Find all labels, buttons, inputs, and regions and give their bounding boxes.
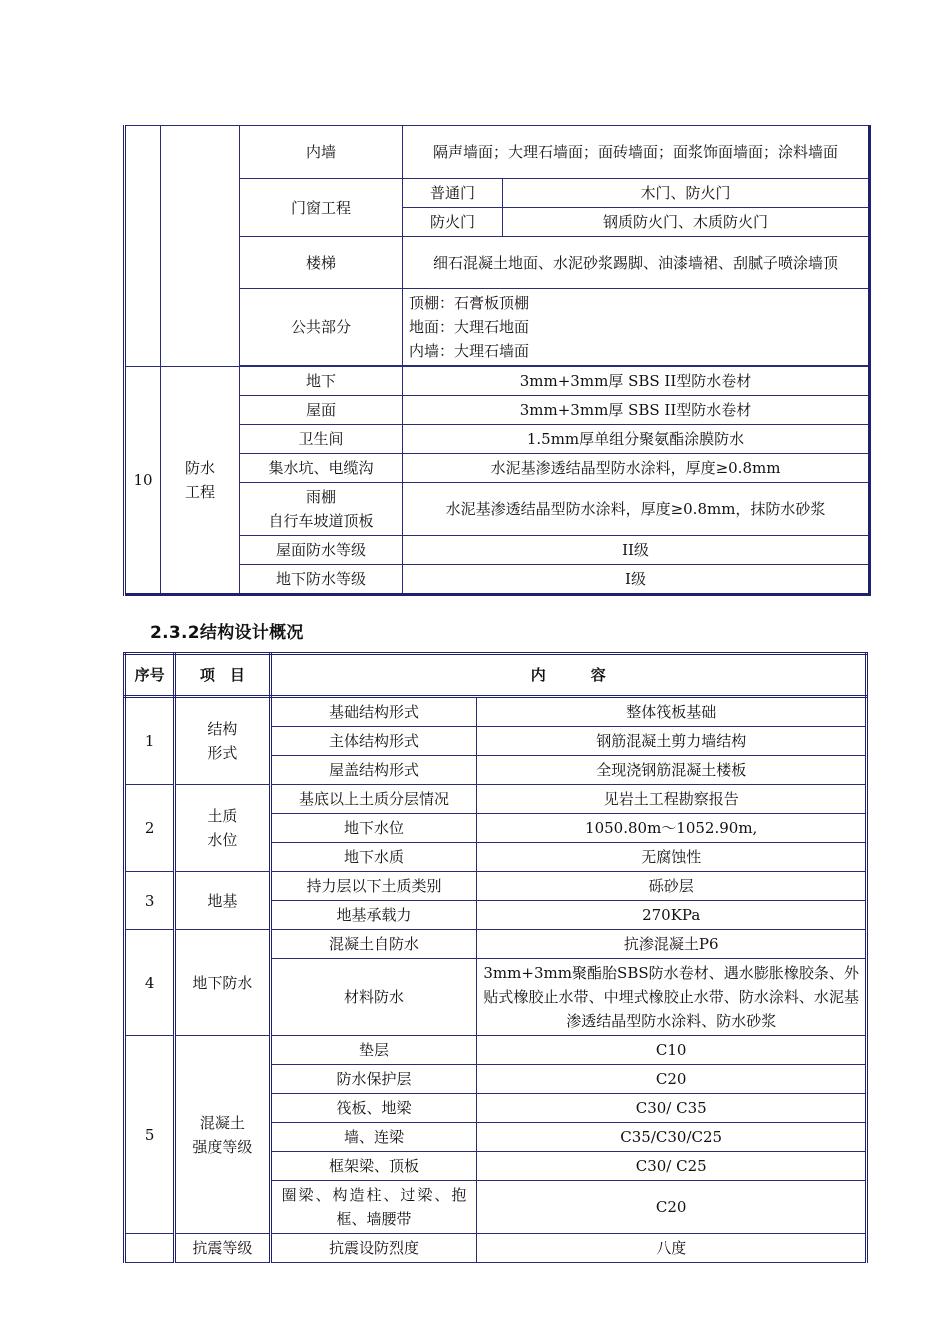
content-cell: 钢质防火门、木质防火门 [503, 208, 870, 237]
content-cell: C20 [477, 1065, 867, 1094]
item-cell: 地下水质 [270, 843, 477, 872]
content-cell: 3mm+3mm厚 SBS II型防水卷材 [403, 367, 870, 396]
item-cell: 屋盖结构形式 [270, 756, 477, 785]
item-cell: 基底以上土质分层情况 [270, 785, 477, 814]
category-line: 工程 [184, 483, 215, 501]
content-cell: 整体筏板基础 [477, 697, 867, 727]
category-line: 土质 [207, 807, 238, 825]
header-content: 内 容 [270, 654, 866, 697]
content-cell: 无腐蚀性 [477, 843, 867, 872]
content-cell: C30/ C35 [477, 1094, 867, 1123]
category-cell [175, 697, 270, 785]
category-line: 强度等级 [192, 1137, 253, 1156]
row-number-cell: 1 [125, 697, 175, 785]
content-cell: 见岩土工程勘察报告 [477, 785, 867, 814]
category-cell [175, 1036, 270, 1234]
row-number-cell [125, 126, 161, 367]
content-cell: 3mm+3mm厚 SBS II型防水卷材 [403, 396, 870, 425]
row-number-cell [125, 1234, 175, 1263]
category-line: 防水 [184, 459, 215, 477]
content-cell [403, 289, 870, 366]
content-cell: 钢筋混凝土剪力墙结构 [477, 727, 867, 756]
category-line: 混凝土 [199, 1113, 245, 1132]
content-cell: 木门、防火门 [503, 179, 870, 208]
content-cell: 1.5mm厚单组分聚氨酯涂膜防水 [403, 425, 870, 454]
item-cell: 公共部分 [240, 289, 403, 366]
content-cell: 水泥基渗透结晶型防水涂料，厚度≥0.8mm [403, 454, 870, 483]
content-cell: 八度 [477, 1234, 867, 1263]
item-cell: 内墙 [240, 126, 403, 179]
item-cell: 地下防水等级 [240, 565, 403, 595]
category-cell [161, 126, 240, 367]
content-cell: C10 [477, 1036, 867, 1065]
content-cell: 抗渗混凝土P6 [477, 930, 867, 959]
category-line: 水位 [207, 831, 238, 849]
content-cell: 水泥基渗透结晶型防水涂料，厚度≥0.8mm，抹防水砂浆 [403, 483, 870, 536]
item-cell: 混凝土自防水 [270, 930, 477, 959]
content-cell: I级 [403, 565, 870, 595]
item-cell: 基础结构形式 [270, 697, 477, 727]
item-line: 自行车坡道顶板 [268, 512, 374, 530]
content-cell: II级 [403, 536, 870, 565]
content-cell: C35/C30/C25 [477, 1123, 867, 1152]
category-cell [161, 367, 240, 595]
item-cell: 屋面 [240, 396, 403, 425]
item-cell: 地基承载力 [270, 901, 477, 930]
content-cell: 细石混凝土地面、水泥砂浆踢脚、油漆墙裙、刮腻子喷涂墙顶 [403, 237, 870, 289]
item-cell: 持力层以下土质类别 [270, 872, 477, 901]
content-line: 地面：大理石地面 [409, 318, 530, 336]
building-finishes-table [123, 125, 871, 596]
item-cell: 墙、连梁 [270, 1123, 477, 1152]
sub-item-cell: 防火门 [403, 208, 503, 237]
row-number-cell: 5 [125, 1036, 175, 1234]
item-cell: 集水坑、电缆沟 [240, 454, 403, 483]
category-cell: 地下防水 [175, 930, 270, 1036]
item-cell: 垫层 [270, 1036, 477, 1065]
content-cell: C20 [477, 1181, 867, 1234]
category-cell: 地基 [175, 872, 270, 930]
content-line: 内墙：大理石墙面 [409, 342, 530, 360]
sub-item-cell: 普通门 [403, 179, 503, 208]
item-cell: 楼梯 [240, 237, 403, 289]
item-cell: 筏板、地梁 [270, 1094, 477, 1123]
row-number-cell: 10 [125, 367, 161, 595]
item-cell: 卫生间 [240, 425, 403, 454]
item-cell: 地下 [240, 367, 403, 396]
header-item: 项 目 [175, 654, 270, 697]
header-num: 序号 [125, 654, 175, 697]
category-line: 结构 [207, 720, 238, 738]
item-cell: 抗震设防烈度 [270, 1234, 477, 1263]
item-cell: 门窗工程 [240, 179, 403, 237]
category-line: 形式 [207, 744, 238, 762]
content-cell: 隔声墙面；大理石墙面；面砖墙面；面浆饰面墙面；涂料墙面 [403, 126, 870, 179]
item-cell: 圈梁、构造柱、过梁、抱框、墙腰带 [270, 1181, 477, 1234]
item-cell: 主体结构形式 [270, 727, 477, 756]
content-cell: 3mm+3mm聚酯胎SBS防水卷材、遇水膨胀橡胶条、外贴式橡胶止水带、中埋式橡胶止水带、防水涂料、水泥基渗透结晶型防水涂料、防水砂浆 [477, 959, 867, 1036]
item-cell: 框架梁、顶板 [270, 1152, 477, 1181]
item-line: 雨棚 [305, 488, 336, 506]
content-cell: 砾砂层 [477, 872, 867, 901]
content-cell: 1050.80m～1052.90m, [477, 814, 867, 843]
item-cell: 防水保护层 [270, 1065, 477, 1094]
category-cell: 抗震等级 [175, 1234, 270, 1263]
row-number-cell: 4 [125, 930, 175, 1036]
structure-design-table [123, 652, 868, 1263]
category-cell [175, 785, 270, 872]
content-cell: C30/ C25 [477, 1152, 867, 1181]
content-line: 顶棚：石膏板顶棚 [409, 294, 530, 312]
section-heading: 2.3.2结构设计概况 [150, 623, 304, 643]
content-cell: 270KPa [477, 901, 867, 930]
item-cell: 材料防水 [270, 959, 477, 1036]
item-cell: 地下水位 [270, 814, 477, 843]
row-number-cell: 3 [125, 872, 175, 930]
item-cell [240, 483, 403, 536]
content-cell: 全现浇钢筋混凝土楼板 [477, 756, 867, 785]
item-cell: 屋面防水等级 [240, 536, 403, 565]
row-number-cell: 2 [125, 785, 175, 872]
